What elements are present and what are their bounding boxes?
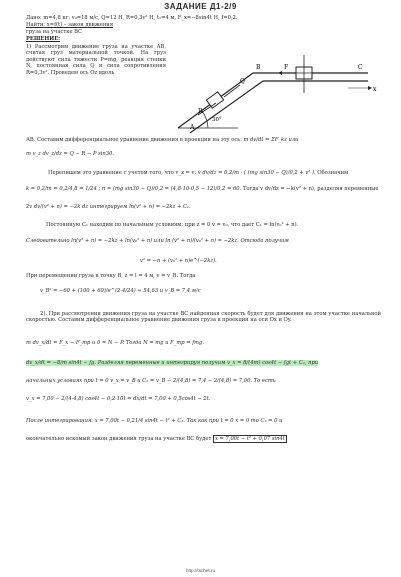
given-line-1: Дано: m=4,8 кг, v₀=18 м/с, Q=12 Н, R=0,3v² Н, t₁=4 м, F_x=−8sin4t Н, f=0,2. (26, 15, 238, 21)
mechanics-diagram (168, 33, 383, 133)
incline-surface-upper (190, 81, 263, 133)
equation-12: v_x = 7,00 − 2/(4·4,8) cos4t − 0,2·10t = dx/dt = 7,00 + 0,5cos4t − 2t. (26, 396, 211, 402)
paragraph-2: Перепишем это уравнение с учетом того, что v_z = v: v dv/dz = 0,2/m · ( (mg sin30 − Q)/0,2 + v² ). Обозначим (48, 170, 349, 176)
paragraph-1b: АВ. Составим дифференциальное уравнение движения в проекции на эту ось: m dv/dt = ΣF_kz или (26, 137, 299, 143)
angle-arc (202, 111, 208, 128)
page-title: ЗАДАНИЕ Д1-2/9 (164, 2, 237, 11)
equation-5: 2v dv/(v² + n) = −2k dz интегрируем ln(v² + n) = −2kz + C₁. (26, 204, 191, 210)
solution-heading: РЕШЕНИЕ: (26, 36, 61, 42)
x-axis-arrow (368, 86, 372, 90)
paragraph-1: 1) Рассмотрим движение груза на участке АВ, считая груз материальной точкой. На груз действуют сила тяжести P=mg, реакция стенки N, постоянная сила Q и сила сопротивления R=0,3v². Проведем ось Oz вдоль (26, 44, 166, 76)
equation-2: m v_z dv_z/dz = Q − R − P sin30. (26, 151, 114, 157)
label-q: Q (240, 78, 245, 85)
equation-10: dv_x/dt = −8/m sin4t − fg. Разделяя переменные и интегрируя получим v_x = 8/(4m) cos4t − fgt + C₂, при (26, 360, 319, 366)
label-b: B (256, 64, 261, 71)
find-line: Найти: x=f(t) – закон движения (26, 22, 114, 28)
equation-4: k = 0,2/m = 0,2/4,8 = 1/24 ; n = (mg sin30 − Q)/0,2 = (4,8·10·0,5 − 12)/0,2 = 60. Тогда v dv/dz = −k(v² + n), разделяя переменные (26, 186, 379, 192)
footer-url: http://tschet.ru (185, 568, 216, 573)
label-fx: F (284, 64, 289, 71)
equation-13: После интегрирования: x = 7,00t − 0,21/4 sin4t − t² + C₃. Так как при t = 0 x = 0 то C₃ = 0 и (26, 418, 283, 424)
label-c: C (358, 64, 363, 71)
label-x: x (373, 86, 377, 93)
label-r: R (198, 108, 203, 115)
equation-7: v² = −n + (v₀² + n)e^(−2kz). (140, 258, 217, 264)
equation-9: m dv_x/dt = F_x − F_тр и 0 = N − P. Тогда N = mg и F_тр = fmg. (26, 340, 205, 346)
paragraph-6: 2). При рассмотрении движения груза на участке ВС найденная скорость будет для движения на этом участке начальной скоростью. Составим дифференциальное уравнение движения груза в проекции на оси Ox и Oy. (26, 311, 381, 324)
label-a: A (190, 124, 195, 131)
find-line-2: груза на участке ВС (26, 29, 82, 35)
paragraph-4: Постоянную C₁ находим по начальным условиям: при z = 0 v = v₀, что дает C₁ = ln(v₀² + n). (46, 222, 299, 228)
force-arrow-fx (278, 71, 282, 75)
equation-6: Следовательно ln(v² + n) = −2kz + ln(v₀² + n) или ln (v² + n)/(v₀² + n) = −2kz. Отсюда получим (26, 238, 289, 244)
equation-11: начальных условиях при t = 0 v_x = v_B и C₂ = v_B − 2/(4,8) = 7,4 − 2/(4,8) = 7,00. То есть (26, 378, 276, 384)
final-answer-line: окончательно искомый закон движения груза на участке ВС будет x = 7,00t − t² + 0,07 sin4t (26, 436, 285, 442)
final-answer: x = 7,00t − t² + 0,07 sin4t (214, 436, 285, 442)
force-q-line (224, 85, 240, 97)
label-angle: 30° (212, 117, 222, 123)
paragraph-5: При перемещении груза в точку B, z = l = 4 м, v = v_B. Тогда (26, 273, 196, 279)
equation-8: v_B² = −60 + (100 + 60)/e^(2·4/24) ≈ 54,63 и v_B = 7,4 м/с (40, 288, 201, 294)
